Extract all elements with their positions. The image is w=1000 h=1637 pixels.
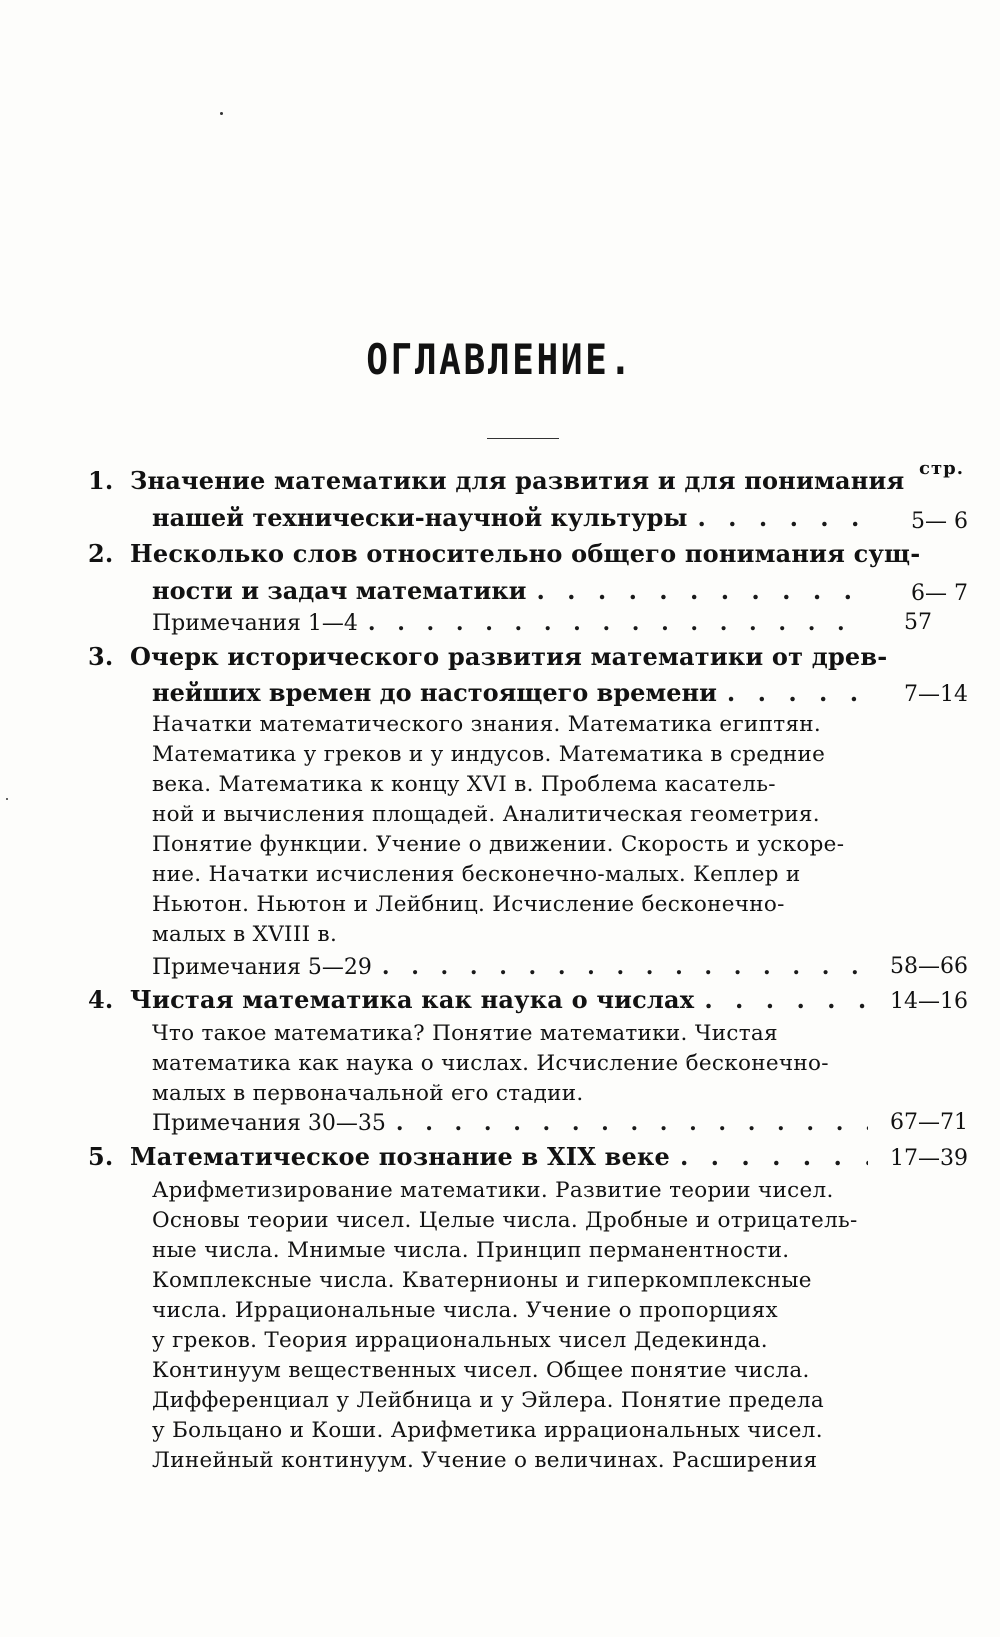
toc-entry-heading-cont [152, 576, 868, 606]
dot-leader [697, 503, 868, 533]
toc-summary-line: ной и вычисления площадей. Аналитическая геометрия. [152, 802, 820, 827]
toc-page-number: 67—71 [890, 1110, 968, 1135]
toc-entry-number: 5. [88, 1142, 114, 1171]
toc-summary-line: Понятие функции. Учение о движении. Скорость и ускоре- [152, 832, 845, 857]
toc-summary-line: малых в первоначальной его стадии. [152, 1081, 584, 1106]
toc-page-number: 6— 7 [911, 581, 968, 606]
toc-entry-heading [88, 985, 868, 1015]
toc-summary-line: Математика у греков и у индусов. Математика в средние [152, 742, 826, 767]
toc-entry-heading-text: нейших времен до настоящего времени [152, 678, 717, 707]
toc-entry-heading-text: ности и задач математики [152, 576, 527, 605]
toc-notes-label: Примечания 1—4 [152, 611, 358, 636]
toc-page-number: 14—16 [890, 989, 968, 1014]
toc-entry-heading-cont [152, 678, 868, 708]
dot-leader [368, 608, 868, 638]
toc-notes-label: Примечания 30—35 [152, 1111, 386, 1136]
toc-entry-heading [88, 539, 921, 569]
toc-entry-number: 4. [88, 985, 114, 1014]
toc-notes-line [152, 1108, 868, 1139]
toc-summary-line: Начатки математического знания. Математика египтян. [152, 712, 822, 737]
toc-summary-line: века. Математика к концу XVI в. Проблема касатель- [152, 772, 776, 797]
toc-notes-line [152, 952, 868, 983]
toc-summary-line: у Больцано и Коши. Арифметика иррациональных чисел. [152, 1418, 823, 1443]
toc-summary-line: малых в XVIII в. [152, 922, 338, 947]
dot-leader [536, 576, 868, 606]
toc-summary-line: ние. Начатки исчисления бесконечно-малых. Кеплер и [152, 862, 801, 887]
toc-entry-heading-cont [152, 503, 868, 533]
toc-summary-line: числа. Иррациональные числа. Учение о пропорциях [152, 1298, 778, 1323]
toc-page-number: 17—39 [890, 1146, 968, 1171]
toc-summary-line: Арифметизирование математики. Развитие теории чисел. [152, 1178, 834, 1203]
toc-summary-line: Основы теории чисел. Целые числа. Дробные и отрицатель- [152, 1208, 858, 1233]
toc-summary-line: Что такое математика? Понятие математики. Чистая [152, 1021, 778, 1046]
toc-entry-heading-text: Очерк исторического развития математики от древ- [130, 642, 888, 671]
toc-summary-line: ные числа. Мнимые числа. Принцип перманентности. [152, 1238, 790, 1263]
print-speck [220, 112, 223, 115]
page-column-header: стр. [919, 458, 964, 479]
page-title: ОГЛАВЛЕНИЕ. [366, 335, 634, 384]
print-speck [6, 798, 8, 800]
toc-entry-heading-text: Чистая математика как наука о числах [130, 985, 695, 1014]
toc-entry-heading [88, 466, 905, 496]
dot-leader [727, 678, 868, 708]
toc-summary-line: у греков. Теория иррациональных чисел Дедекинда. [152, 1328, 768, 1353]
toc-page-number: 5— 6 [911, 509, 968, 534]
toc-summary-line: математика как наука о числах. Исчисление бесконечно- [152, 1051, 829, 1076]
toc-summary-line: Ньютон. Ньютон и Лейбниц. Исчисление бесконечно- [152, 892, 785, 917]
toc-entry-number: 1. [88, 466, 114, 495]
toc-notes-line [152, 608, 868, 639]
toc-entry-heading [88, 1142, 868, 1172]
title-divider [487, 438, 559, 439]
toc-entry-heading-text: нашей технически-научной культуры [152, 503, 688, 532]
toc-summary-line: Комплексные числа. Кватернионы и гиперкомплексные [152, 1268, 812, 1293]
toc-page-number: 57 [904, 610, 932, 635]
toc-entry-heading-text: Математическое познание в XIX веке [130, 1142, 670, 1171]
toc-entry-heading [88, 642, 888, 672]
dot-leader [704, 985, 868, 1015]
dot-leader [680, 1142, 868, 1172]
toc-entry-number: 2. [88, 539, 114, 568]
toc-entry-number: 3. [88, 642, 114, 671]
dot-leader [396, 1108, 868, 1138]
toc-page-number: 58—66 [890, 954, 968, 979]
dot-leader [382, 952, 868, 982]
toc-entry-heading-text: Несколько слов относительно общего понимания сущ- [130, 539, 921, 568]
toc-summary-line: Континуум вещественных чисел. Общее понятие числа. [152, 1358, 810, 1383]
toc-page-number: 7—14 [904, 682, 968, 707]
toc-entry-heading-text: Значение математики для развития и для понимания [130, 466, 905, 495]
toc-notes-label: Примечания 5—29 [152, 955, 372, 980]
toc-summary-line: Дифференциал у Лейбница и у Эйлера. Понятие предела [152, 1388, 825, 1413]
toc-summary-line: Линейный континуум. Учение о величинах. Расширения [152, 1448, 818, 1473]
